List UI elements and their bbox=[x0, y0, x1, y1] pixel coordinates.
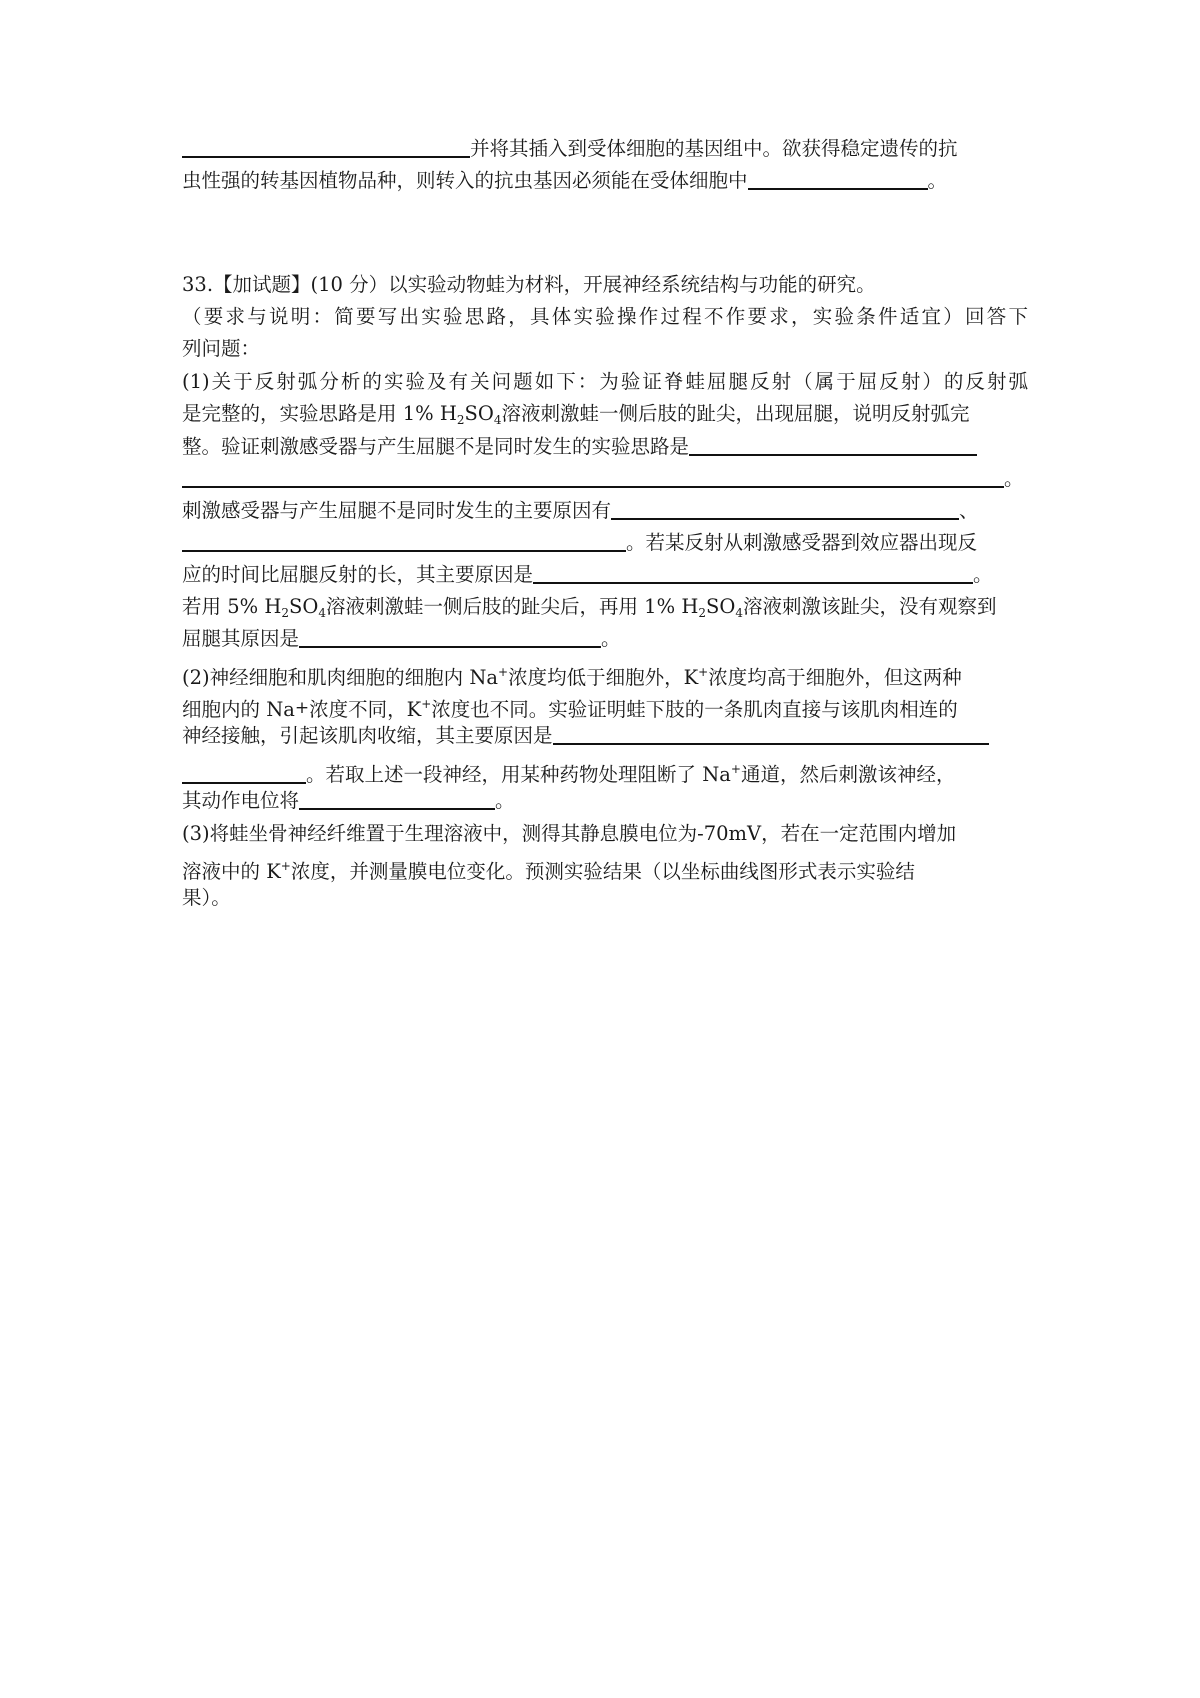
answer-blank[interactable] bbox=[611, 498, 959, 520]
answer-blank[interactable] bbox=[553, 723, 989, 745]
answer-blank[interactable] bbox=[533, 562, 973, 584]
text-line: (2)神经细胞和肌肉细胞的细胞内 Na+浓度均低于细胞外，K+浓度均高于细胞外，但这两种 bbox=[182, 665, 962, 689]
answer-blank[interactable] bbox=[299, 788, 495, 810]
text-line: 溶液中的 K+浓度，并测量膜电位变化。预测实验结果（以坐标曲线图形式表示实验结 bbox=[182, 859, 915, 883]
text-line: 整。验证刺激感受器与产生屈腿不是同时发生的实验思路是 bbox=[182, 434, 1028, 460]
text-line: 神经接触，引起该肌肉收缩，其主要原因是 bbox=[182, 723, 1028, 749]
answer-blank[interactable] bbox=[182, 762, 306, 784]
text-line: 。 bbox=[182, 466, 1028, 492]
text-line: 屈腿其原因是 。 bbox=[182, 627, 621, 650]
text-line: (1)关于反射弧分析的实验及有关问题如下：为验证脊蛙屈腿反射（属于屈反射）的反射弧 bbox=[182, 370, 1028, 393]
answer-blank[interactable] bbox=[182, 136, 470, 158]
answer-blank[interactable] bbox=[182, 466, 1004, 488]
text-line: 果）。 bbox=[182, 886, 231, 909]
answer-blank[interactable] bbox=[182, 530, 626, 552]
text-line: (3)将蛙坐骨神经纤维置于生理溶液中，测得其静息膜电位为-70mV，若在一定范围内增加 bbox=[182, 822, 957, 845]
answer-blank[interactable] bbox=[299, 626, 601, 648]
answer-blank[interactable] bbox=[689, 434, 977, 456]
text: 虫性强的转基因植物品种，则转入的抗虫基因必须能在受体细胞中 bbox=[182, 169, 748, 192]
text-line bbox=[182, 136, 1028, 162]
text-line: 刺激感受器与产生屈腿不是同时发生的主要原因有 、 bbox=[182, 499, 979, 522]
text-line: 应的时间比屈腿反射的长，其主要原因是 。 bbox=[182, 563, 993, 586]
text-line: 若用 5% $H_2SO_4$溶液刺激蛙一侧后肢的趾尖后，再用 1% $H_2SO_4$溶液刺激该趾尖，没有观察到 bbox=[182, 595, 997, 620]
text: 。 bbox=[927, 169, 948, 192]
answer-blank[interactable] bbox=[748, 168, 928, 190]
text-line: 细胞内的 Na+浓度不同，K+浓度也不同。实验证明蛙下肢的一条肌肉直接与该肌肉相连的 bbox=[182, 697, 958, 721]
text-line: 其动作电位将 。 bbox=[182, 789, 515, 812]
text-line bbox=[182, 168, 1028, 194]
text-line: 。若某反射从刺激感受器到效应器出现反 bbox=[182, 530, 1028, 556]
text-line: （要求与说明：简要写出实验思路，具体实验操作过程不作要求，实验条件适宜）回答下 bbox=[182, 305, 1028, 328]
text-line: 。若取上述一段神经，用某种药物处理阻断了 Na+通道，然后刺激该神经， bbox=[182, 756, 1028, 788]
text-line: 列问题： bbox=[182, 337, 261, 360]
question-33-header: 33.【加试题】(10 分）以实验动物蛙为材料，开展神经系统结构与功能的研究。 bbox=[182, 273, 876, 296]
text-line: 是完整的，实验思路是用 1% $H_2SO_4$溶液刺激蛙一侧后肢的趾尖，出现屈腿，说明反射弧完 bbox=[182, 402, 970, 427]
text: 并将其插入到受体细胞的基因组中。欲获得稳定遗传的抗 bbox=[470, 137, 958, 160]
